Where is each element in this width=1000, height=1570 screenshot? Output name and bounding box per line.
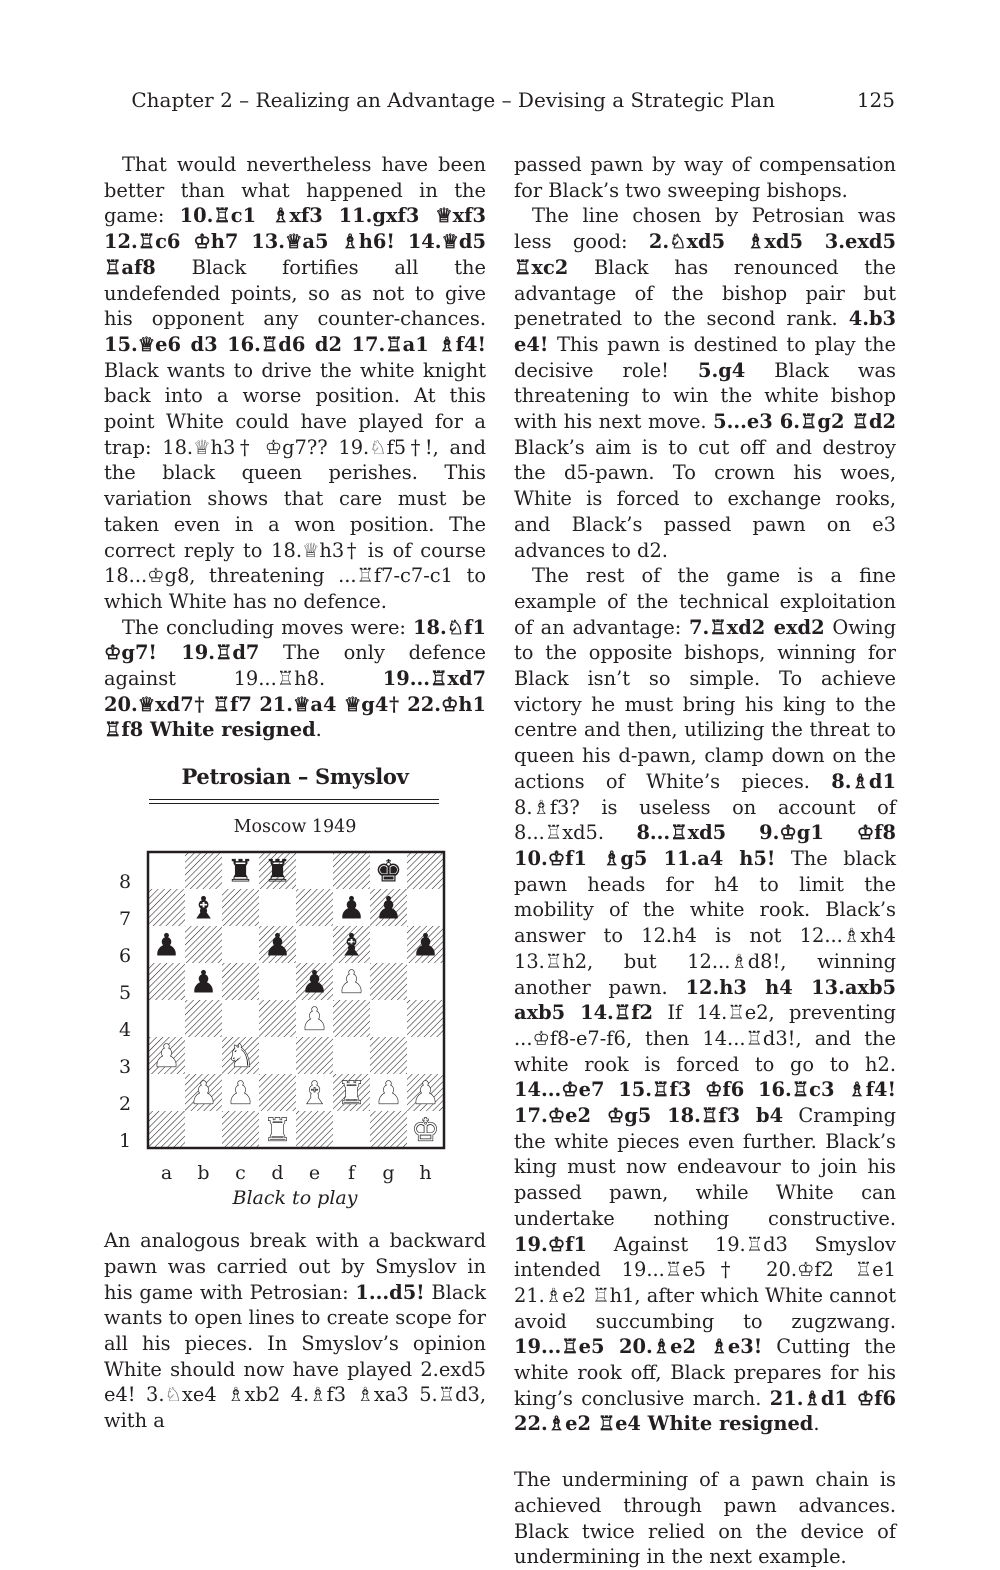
- white-pawn-icon: ♟: [152, 1038, 181, 1075]
- white-knight-icon: ♞: [226, 1038, 255, 1075]
- rank-label: 4: [118, 1019, 132, 1042]
- game-moves: 12.h3 h4 13.axb5 axb5 14.♖f2: [514, 975, 897, 1025]
- file-label: b: [197, 1162, 210, 1185]
- chessboard: [146, 850, 446, 1150]
- game-moves: 10.♖c1 ♗xf3 11.gxf3 ♕xf3 12.♖c6 ♔h7 13.♕a5 ♗h6! 14.♕d5 ♖af8: [104, 204, 486, 279]
- dark-square-g1: [370, 1111, 407, 1148]
- white-pawn-icon: ♟: [300, 1001, 329, 1038]
- white-pawn-icon: ♟: [411, 1075, 440, 1112]
- text-run: Cramping the white pieces even further. Black’s king must now endeavour to join his passed pawn, while White can undertake nothing constructive.: [514, 1104, 896, 1230]
- game-moves: 19...♖e5 20.♗e2 ♗e3!: [514, 1335, 763, 1359]
- dark-square-e1: [296, 1111, 333, 1148]
- text-run: .: [315, 718, 322, 742]
- black-pawn-icon: ♟: [337, 890, 366, 927]
- dark-square-g3: [370, 1037, 407, 1074]
- game-moves: 15.♕e6 d3 16.♖d6 d2 17.♖a1 ♗f4!: [104, 332, 486, 356]
- file-label: c: [235, 1162, 246, 1185]
- dark-square-a7: [148, 889, 185, 926]
- game-moves: 5.g4: [697, 358, 746, 382]
- dark-square-c7: [222, 889, 259, 926]
- rank-label: 6: [118, 945, 132, 968]
- text-run: 8.♗f3? is useless on account of 8...♖xd5.: [514, 795, 896, 845]
- text-run: The black pawn heads for h4 to limit the mobility of the white rook. Black’s answer to 12.h4 is not 12...♗xh4 13.♖h2, but 12...♗d8!, winning another pawn.: [514, 846, 896, 999]
- paragraph: [104, 152, 486, 615]
- text-run: Against 19.♖d3 Smyslov intended 19...♖e5† 20.♔f2 ♖e1 21.♗e2 ♖h1, after which White cannot avoid succumbing to zugzwang.: [514, 1232, 896, 1333]
- game-moves: 2.♘xd5 ♗xd5 3.exd5 ♖xc2: [514, 230, 896, 279]
- paragraph: [514, 1467, 896, 1570]
- white-bishop-icon: ♝: [300, 1075, 329, 1112]
- text-run: The rest of the game is a fine example of the technical exploitation of an advantage:: [514, 564, 896, 639]
- black-pawn-icon: ♟: [189, 964, 218, 1001]
- white-king-icon: ♚: [411, 1112, 440, 1149]
- black-pawn-icon: ♟: [300, 964, 329, 1001]
- black-pawn-icon: ♟: [152, 927, 181, 964]
- file-label: e: [308, 1162, 321, 1185]
- dark-square-d2: [259, 1074, 296, 1111]
- text-run: This pawn is destined to play the decisive role!: [514, 332, 896, 382]
- text-run: Black’s aim is to cut off and destroy the d5-pawn. To crown his woes, White is forced to exchange rooks, and Black’s passed pawn on e3 advances to d2.: [514, 435, 896, 562]
- page-number: 125: [856, 88, 895, 112]
- paragraph: [514, 152, 896, 203]
- game-moves: 21.♗d1 ♔f6 22.♗e2 ♖e4 White resigned: [514, 1386, 896, 1436]
- rank-label: 2: [118, 1093, 132, 1116]
- text-run: Owing to the opposite bishops, winning for Black isn’t so simple. To achieve victory he must bring his king to the centre and then, utilizing the threat to queen his d-pawn, clamp down on the actions of White’s pieces.: [514, 615, 896, 793]
- game-moves: 1...d5!: [355, 1280, 425, 1304]
- text-run: Black wants to drive the white knight back into a worse position. At this point White could have played for a trap: 18.♕h3† ♔g7?? 19.♘f5†!, and the black queen perishes. This variation shows that care must be taken even in a won position. The correct reply to 18.♕h3† is of course 18...♔g8, threatening ...♖f7-c7-c1 to which White has no defence.: [104, 358, 486, 613]
- file-label: f: [347, 1162, 356, 1185]
- game-moves: 8...♖xd5 9.♔g1 ♔f8 10.♔f1 ♗g5 11.a4 h5!: [514, 821, 896, 870]
- game-moves: 18.♘f1 ♔g7! 19.♖d7: [104, 615, 486, 665]
- dark-square-e7: [296, 889, 333, 926]
- dark-square-g5: [370, 963, 407, 1000]
- text-run: An analogous break with a backward pawn was carried out by Smyslov in his game with Petrosian:: [104, 1229, 486, 1304]
- text-run: The undermining of a pawn chain is achieved through pawn advances. Black twice relied on the device of undermining in the next example.: [514, 1468, 896, 1569]
- file-label: a: [160, 1162, 173, 1185]
- game-moves: 4.b3 e4!: [514, 307, 896, 356]
- text-run: That would nevertheless have been better than what happened in the game:: [104, 153, 486, 228]
- game-moves: 19...♖xd7 20.♕xd7† ♖f7 21.♕a4 ♕g4† 22.♔h1 ♖f8 White resigned: [104, 667, 486, 742]
- dark-square-h4: [407, 1000, 444, 1037]
- title-rule: [149, 799, 439, 800]
- dark-square-f8: [333, 852, 370, 889]
- black-bishop-icon: ♝: [337, 927, 366, 964]
- black-pawn-icon: ♟: [263, 927, 292, 964]
- game-moves: 14...♔e7 15.♖f3 ♔f6 16.♖c3 ♗f4! 17.♔e2 ♔g5 18.♖f3 b4: [514, 1078, 896, 1128]
- dark-square-a5: [148, 963, 185, 1000]
- text-run: Black fortifies all the undefended points, so as not to give his opponent any counter-chances.: [104, 255, 486, 331]
- white-pawn-icon: ♟: [189, 1075, 218, 1112]
- paragraph: [514, 563, 896, 1437]
- text-run: The line chosen by Petrosian was less good:: [514, 204, 896, 254]
- file-labels: [148, 1162, 444, 1184]
- game-moves: 5...e3 6.♖g2 ♖d2: [713, 410, 897, 434]
- text-run: Black was threatening to win the white bishop with his next move.: [514, 358, 896, 434]
- rank-label: 1: [118, 1130, 132, 1153]
- paragraph: [104, 1228, 486, 1434]
- rank-label: 8: [118, 871, 132, 894]
- dark-square-a1: [148, 1111, 185, 1148]
- dark-square-c1: [222, 1111, 259, 1148]
- game-moves: 7.♖xd2 exd2: [689, 615, 825, 639]
- diagram-caption: Black to play: [232, 1187, 358, 1210]
- rank-label: 3: [118, 1056, 132, 1079]
- black-pawn-icon: ♟: [411, 927, 440, 964]
- left-column: [104, 152, 486, 1434]
- paragraph: [514, 203, 896, 563]
- text-run: The concluding moves were:: [122, 615, 406, 639]
- white-pawn-icon: ♟: [374, 1075, 403, 1112]
- rank-label: 7: [118, 908, 132, 931]
- text-run: The only defence against 19...♖h8.: [104, 641, 486, 691]
- white-rook-icon: ♜: [337, 1075, 366, 1112]
- black-pawn-icon: ♟: [374, 890, 403, 927]
- chess-diagram: [104, 763, 486, 1210]
- text-run: Cutting the white rook off, Black prepares for his king’s conclusive march.: [514, 1335, 896, 1410]
- text-run: .: [813, 1412, 820, 1436]
- dark-square-b8: [185, 852, 222, 889]
- black-bishop-icon: ♝: [189, 890, 218, 927]
- black-rook-icon: ♜: [226, 853, 255, 890]
- black-king-icon: ♚: [374, 853, 403, 890]
- text-run: Black wants to open lines to create scope for all his pieces. In Smyslov’s opinion White should now have played 2.exd5 e4! 3.♘xe4 ♗xb2 4.♗f3 ♗xa3 5.♖d3, with a: [104, 1280, 487, 1433]
- file-label: h: [419, 1162, 432, 1185]
- rank-label: 5: [118, 982, 132, 1005]
- text-run: Black has renounced the advantage of the bishop pair but penetrated to the second rank.: [514, 255, 896, 331]
- text-run: passed pawn by way of compensation for Black’s two sweeping bishops.: [514, 153, 896, 202]
- dark-square-c5: [222, 963, 259, 1000]
- board-area: [104, 850, 486, 1185]
- dark-square-d4: [259, 1000, 296, 1037]
- chapter-title: Chapter 2 – Realizing an Advantage – Devising a Strategic Plan: [131, 88, 775, 112]
- dark-square-b4: [185, 1000, 222, 1037]
- black-rook-icon: ♜: [263, 853, 292, 890]
- file-label: g: [382, 1162, 395, 1185]
- paragraph: [104, 615, 486, 744]
- dark-square-h8: [407, 852, 444, 889]
- white-pawn-icon: ♟: [337, 964, 366, 1001]
- game-moves: 19.♔f1: [514, 1232, 587, 1256]
- game-moves: 8.♗d1: [831, 769, 896, 793]
- dark-square-e3: [296, 1037, 333, 1074]
- rank-labels: [118, 864, 132, 1160]
- text-run: If 14.♖e2, preventing ...♔f8-e7-f6, then 14...♖d3!, and the white rook is forced to go to h2.: [514, 1001, 896, 1076]
- title-rule: [149, 803, 439, 804]
- diagram-title: Petrosian – Smyslov: [181, 764, 409, 790]
- diagram-event: Moscow 1949: [233, 817, 357, 838]
- dark-square-f4: [333, 1000, 370, 1037]
- white-pawn-icon: ♟: [226, 1075, 255, 1112]
- dark-square-b6: [185, 926, 222, 963]
- white-rook-icon: ♜: [263, 1112, 292, 1149]
- file-label: d: [271, 1162, 284, 1185]
- right-column: [514, 152, 896, 1570]
